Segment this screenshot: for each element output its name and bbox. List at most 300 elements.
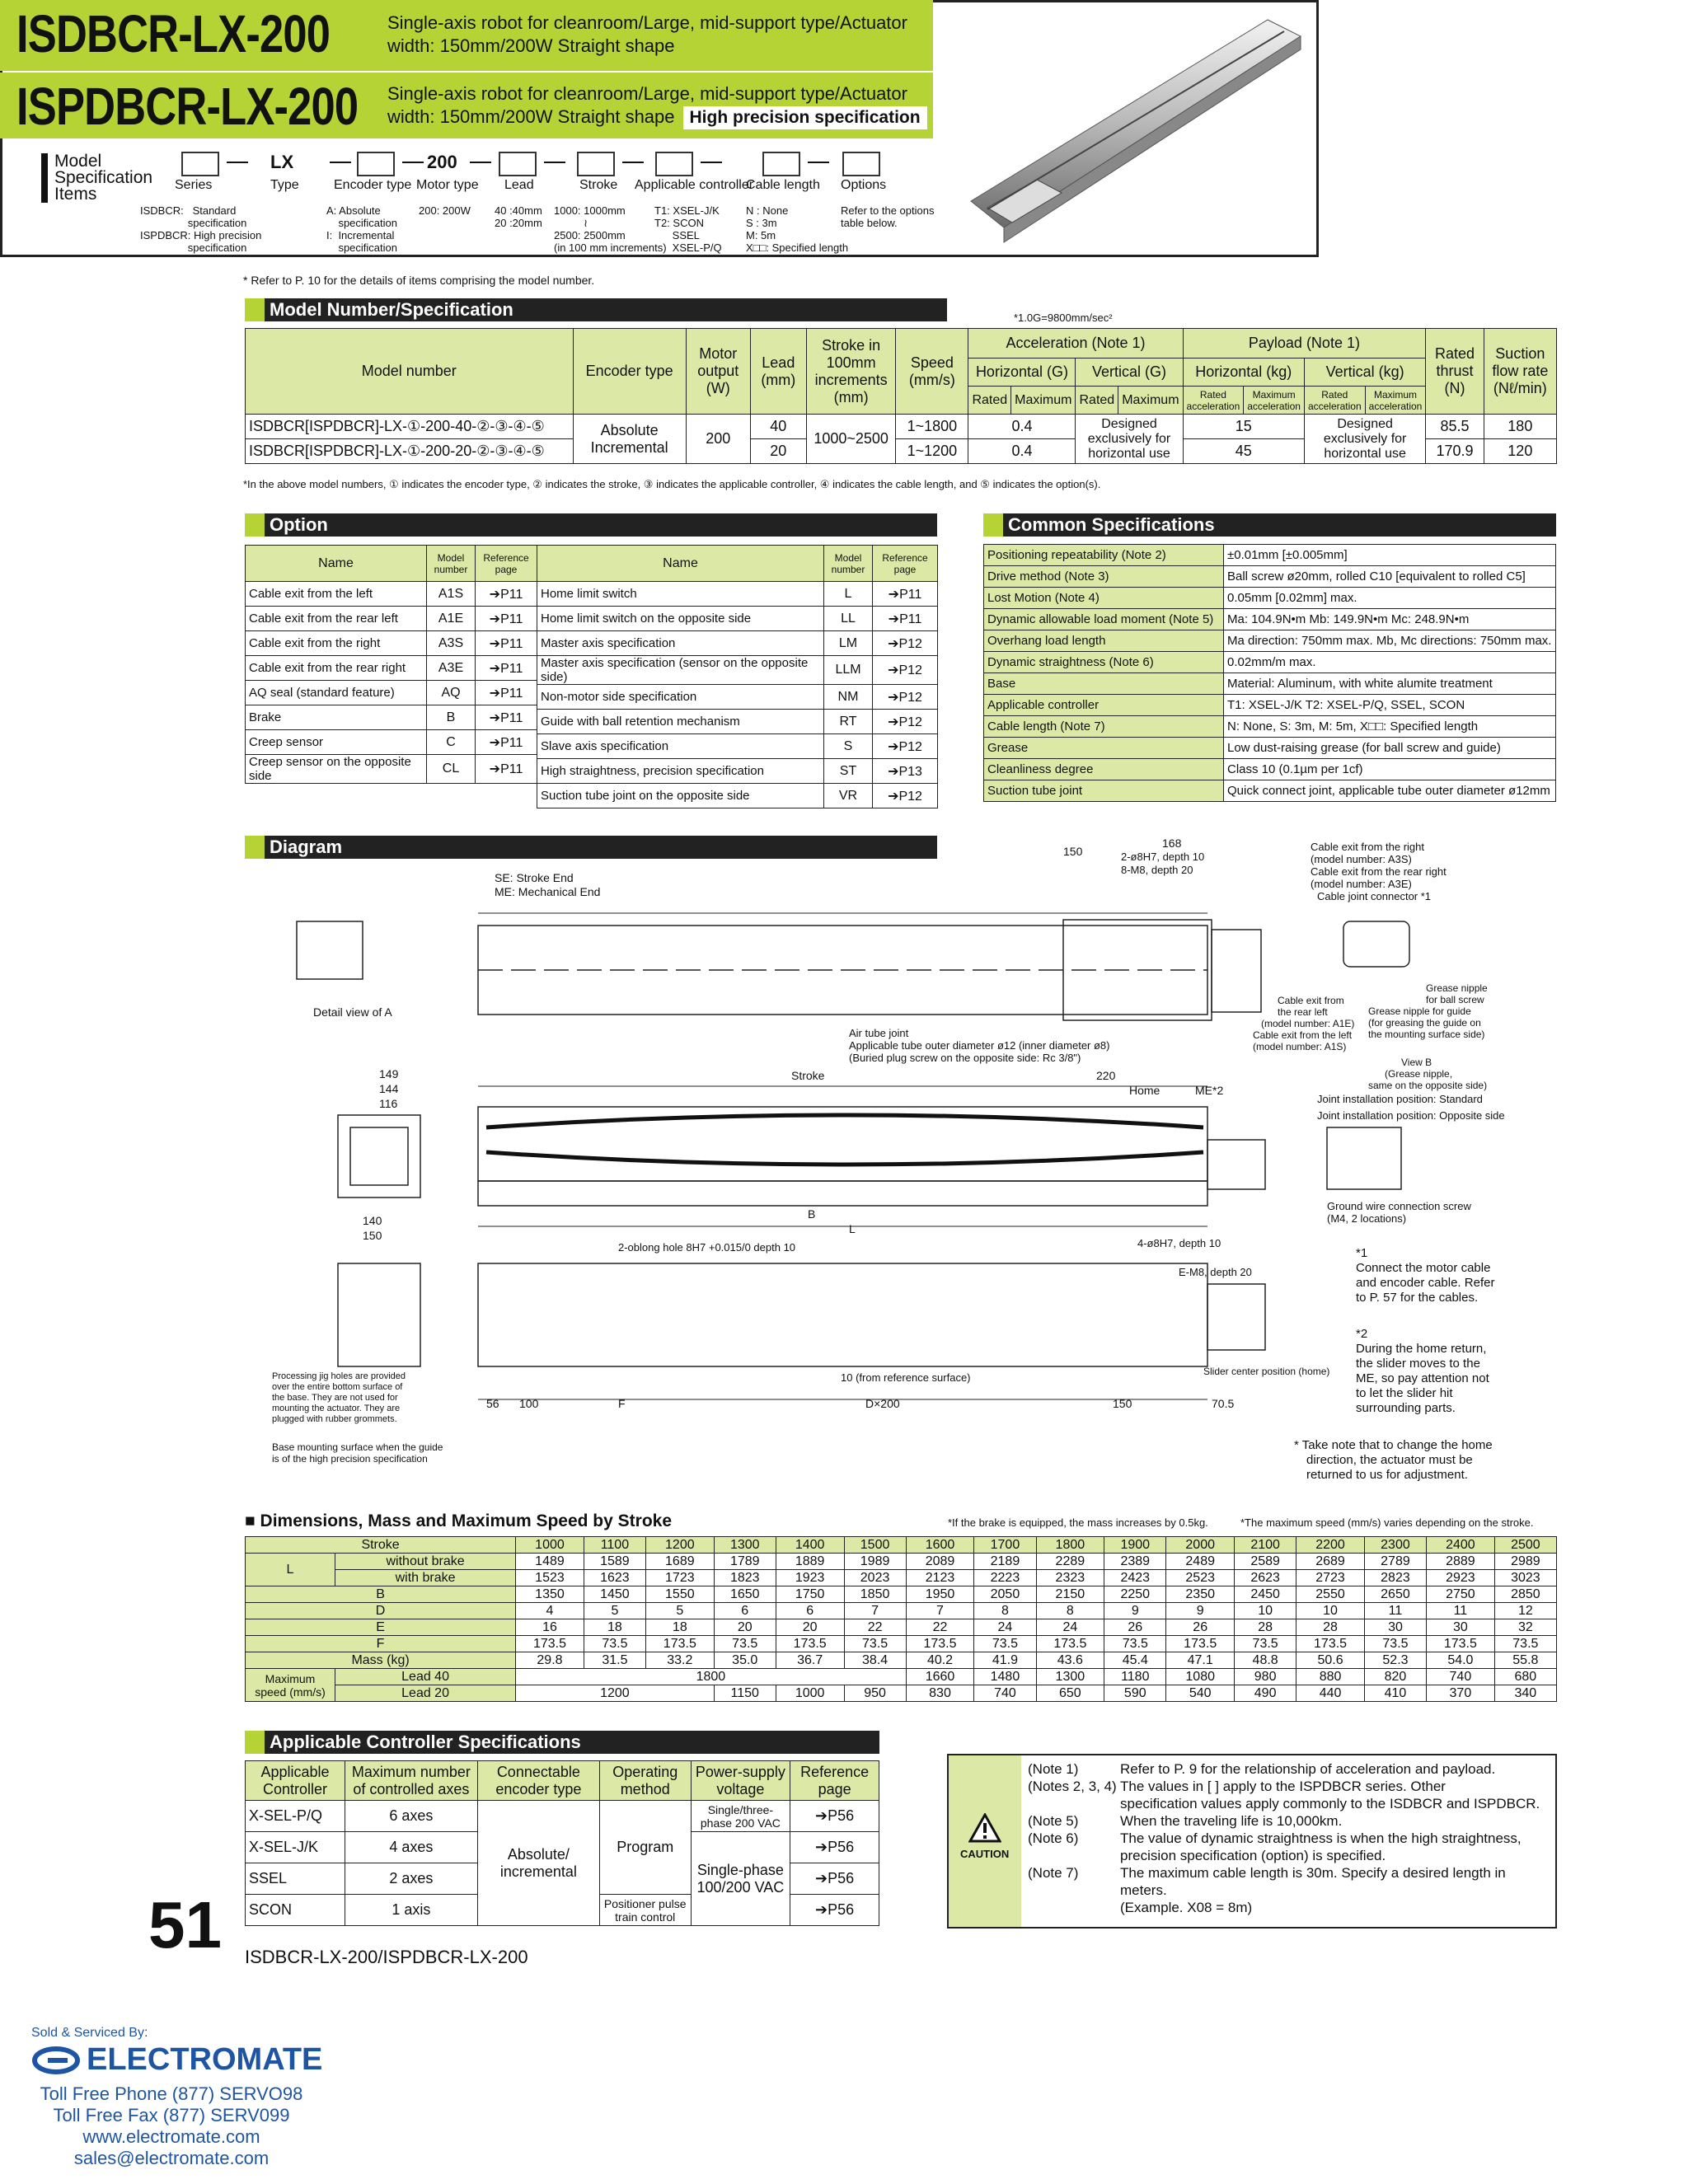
header-band-precision [0, 73, 933, 138]
d-row-cell: 5 [584, 1603, 645, 1619]
separator [330, 162, 351, 163]
e-row-cell: 18 [584, 1619, 645, 1636]
ctrl-voltage-1ph: Single-phase 100/200 VAC [691, 1832, 790, 1926]
option-ref: ➔P11 [873, 607, 938, 631]
mass-row-cell: 40.2 [906, 1652, 974, 1669]
f-row-cell: 73.5 [1494, 1636, 1556, 1652]
option-code: A3S [427, 631, 476, 656]
l-without-row [246, 1554, 1557, 1570]
option-row [537, 759, 938, 784]
holes-2-label: 2-ø8H7, depth 10 [1121, 851, 1205, 863]
lead20-cell: 650 [1036, 1685, 1104, 1702]
option-name: Master axis specification (sensor on the opposite side) [537, 656, 824, 685]
separator [701, 162, 722, 163]
b-row-cell: 1650 [714, 1586, 776, 1603]
option-name: Brake [246, 705, 427, 730]
option-ref: ➔P11 [873, 582, 938, 607]
dimension-drawing [272, 831, 1566, 1482]
cable-rear-left-label: Cable exit from the rear left (model number: A1E) Cable exit from the left (model number: A1S) [1253, 995, 1355, 1052]
option-ref: ➔P12 [873, 656, 938, 685]
caution-note [1028, 1778, 1555, 1812]
contact-email[interactable]: sales@electromate.com [73, 2148, 270, 2168]
dim-150b: 150 [363, 1229, 382, 1242]
f-row-cell: 173.5 [1036, 1636, 1104, 1652]
l-without-row-cell: 2789 [1364, 1554, 1426, 1570]
l-with-row-cell: 2423 [1104, 1570, 1166, 1586]
lead40-cell: 1480 [974, 1669, 1036, 1685]
spec-value: 0.02mm/m max. [1224, 652, 1556, 673]
option-code: LLM [824, 656, 873, 685]
mass-row-cell: 35.0 [714, 1652, 776, 1669]
caution-note [1028, 1830, 1555, 1864]
common-spec-row [984, 738, 1556, 759]
note-number: (Note 5) [1028, 1813, 1079, 1829]
d-row-cell: 8 [1036, 1603, 1104, 1619]
option-code: LM [824, 631, 873, 656]
thrust-val: 170.9 [1426, 439, 1484, 464]
common-spec-row [984, 630, 1556, 652]
stroke-row-cell: 1700 [974, 1537, 1036, 1554]
option-name: Cable exit from the rear right [246, 656, 427, 681]
model-footnote: *In the above model numbers, ① indicates the encoder type, ② indicates the stroke, ③ indicates the applicable controller, ④ indicates the cable length, and ⑤ indicates the option(s). [243, 478, 1101, 490]
th-ref: Reference page [790, 1761, 879, 1801]
common-spec-row [984, 673, 1556, 695]
stroke-label: Stroke [246, 1537, 516, 1554]
option-row [246, 755, 537, 784]
page-number: 51 [148, 1888, 222, 1961]
base-mount-note: Base mounting surface when the guide is of the high precision specification [272, 1441, 443, 1465]
lead20-cell: 490 [1235, 1685, 1296, 1702]
l-without-row-cell: 1689 [645, 1554, 714, 1570]
spec-value: Low dust-raising grease (for ball screw and guide) [1224, 738, 1556, 759]
f-row-cell: 73.5 [974, 1636, 1036, 1652]
l-without-row-cell: 1989 [844, 1554, 906, 1570]
option-ref: ➔P11 [476, 607, 537, 631]
th-max: Maximum [1011, 387, 1076, 415]
l-with-row [246, 1570, 1557, 1586]
e-row-cell: 22 [906, 1619, 974, 1636]
air-tube-label: Air tube joint Applicable tube outer diameter ø12 (inner diameter ø8) (Buried plug screw on the opposite side: Rc 3/8") [849, 1027, 1110, 1064]
stroke-row [246, 1537, 1557, 1554]
f-row-cell: 73.5 [714, 1636, 776, 1652]
col-controller: Applicable controller [635, 178, 754, 192]
common-spec-row [984, 759, 1556, 780]
f-row-cell: 73.5 [1364, 1636, 1426, 1652]
l-with-row-cell: 2023 [844, 1570, 906, 1586]
d-row-cell: 10 [1296, 1603, 1365, 1619]
th-speed: Speed (mm/s) [896, 329, 968, 415]
joint-std-label: Joint installation position: Standard [1317, 1093, 1483, 1105]
d-row-cell: 4 [516, 1603, 584, 1619]
header-band-standard [0, 0, 933, 71]
section-model-spec: Model Number/Specification [245, 298, 947, 321]
f-row-cell: 73.5 [1104, 1636, 1166, 1652]
ctrl-ref: ➔P56 [790, 1832, 879, 1863]
payload-h-val: 45 [1183, 439, 1304, 464]
option-code: L [824, 582, 873, 607]
horiz-g-val: 0.4 [968, 439, 1076, 464]
holes-4-label: 4-ø8H7, depth 10 [1137, 1237, 1221, 1249]
horiz-g-val: 0.4 [968, 415, 1076, 439]
option-row [537, 685, 938, 710]
ctrl-axes: 1 axis [345, 1895, 477, 1926]
dim-100: 100 [519, 1397, 539, 1410]
contact-info [40, 2083, 303, 2169]
col-type: Type [270, 178, 299, 192]
dims-note-speed: *The maximum speed (mm/s) varies depending on the stroke. [1240, 1516, 1534, 1529]
th-rated: Rated [1076, 387, 1118, 415]
stroke-row-cell: 1200 [645, 1537, 714, 1554]
se-me-label: SE: Stroke End ME: Mechanical End [495, 871, 601, 898]
option-name: Home limit switch [537, 582, 824, 607]
lead20-cell: 1000 [776, 1685, 844, 1702]
motor-val: 200 [686, 415, 750, 464]
e-row-cell: 20 [776, 1619, 844, 1636]
lead-val: 40 [750, 415, 806, 439]
desc-line: width: 150mm/200W Straight shape [387, 35, 675, 56]
f-row-cell: 173.5 [645, 1636, 714, 1652]
option-table-right [537, 545, 938, 808]
option-code: VR [824, 784, 873, 808]
side-view-body [478, 1107, 1207, 1181]
option-name: Creep sensor [246, 730, 427, 755]
detail-a-label: Detail view of A [313, 1005, 392, 1019]
caution-note [1028, 1864, 1555, 1916]
lead40-cell: 820 [1364, 1669, 1426, 1685]
caution-side [949, 1755, 1021, 1927]
lead20-cell: 830 [906, 1685, 974, 1702]
refer-note: * Refer to P. 10 for the details of items comprising the model number. [243, 274, 595, 287]
mass-row-cell: 31.5 [584, 1652, 645, 1669]
detail-cable: N : None S : 3m M: 5m X□□: Specified length [746, 204, 849, 254]
option-row [537, 734, 938, 759]
stroke-row-cell: 1300 [714, 1537, 776, 1554]
option-name: Home limit switch on the opposite side [537, 607, 824, 631]
stroke-dim: Stroke [791, 1069, 825, 1082]
separator [227, 162, 248, 163]
speed-val: 1~1800 [896, 415, 968, 439]
e-row-cell: 28 [1296, 1619, 1365, 1636]
spec-value: Ma: 104.9N•m Mb: 149.9N•m Mc: 248.9N•m [1224, 609, 1556, 630]
col-cable: Cable length [746, 178, 820, 192]
mass-row-cell: 52.3 [1364, 1652, 1426, 1669]
mass-row-cell: 38.4 [844, 1652, 906, 1669]
lead20-merged: 1200 [516, 1685, 715, 1702]
e-row-cell: 30 [1364, 1619, 1426, 1636]
option-ref: ➔P12 [873, 784, 938, 808]
contact-web[interactable]: www.electromate.com [82, 2126, 260, 2147]
separator [544, 162, 565, 163]
side-motor [1207, 1140, 1265, 1189]
caution-box [947, 1754, 1557, 1929]
dim-f: F [618, 1397, 626, 1410]
option-row [246, 582, 537, 607]
common-spec-row [984, 780, 1556, 802]
controller-box [655, 152, 693, 176]
f-row-cell: 73.5 [844, 1636, 906, 1652]
detail-lead: 40 :40mm 20 :20mm [495, 204, 542, 229]
model-row-1: ISDBCR[ISPDBCR]-LX-①-200-40-②-③-④-⑤ [246, 415, 574, 439]
l-without-row-cell: 2289 [1036, 1554, 1104, 1570]
th-motor: Motor output (W) [686, 329, 750, 415]
payload-v-val: Designed exclusively for horizontal use [1304, 415, 1425, 464]
option-code: NM [824, 685, 873, 710]
desc-line: Single-axis robot for cleanroom/Large, mid-support type/Actuator [387, 83, 907, 104]
l-with-row-cell: 2623 [1235, 1570, 1296, 1586]
option-name: Creep sensor on the opposite side [246, 755, 427, 784]
separator [402, 162, 424, 163]
spec-value: Material: Aluminum, with white alumite treatment [1224, 673, 1556, 695]
spec-value: Class 10 (0.1µm per 1cf) [1224, 759, 1556, 780]
d-row-cell: 7 [844, 1603, 906, 1619]
cable-right-label: Cable exit from the right (model number: A3S) Cable exit from the rear right (model number: A3E) Cable joint connector *1 [1311, 841, 1447, 902]
l-without-row-cell: 2189 [974, 1554, 1036, 1570]
dim-b: B [808, 1207, 816, 1221]
option-ref: ➔P11 [476, 582, 537, 607]
d-row-cell: 11 [1427, 1603, 1495, 1619]
spec-key: Suction tube joint [984, 780, 1224, 802]
l-without-row-cell: 1589 [584, 1554, 645, 1570]
section-diagram: Diagram [245, 836, 937, 859]
payload-h-val: 15 [1183, 415, 1304, 439]
page-title: ISDBCR-LX-200/ISPDBCR-LX-200 [245, 1947, 528, 1967]
common-spec-row [984, 695, 1556, 716]
lead40-cell: 740 [1427, 1669, 1495, 1685]
ref-10-label: 10 (from reference surface) [841, 1371, 971, 1384]
l-with-row-cell: 1723 [645, 1570, 714, 1586]
spec-value: N: None, S: 3m, M: 5m, X□□: Specified length [1224, 716, 1556, 738]
option-ref: ➔P11 [476, 656, 537, 681]
model-desc-standard [387, 12, 907, 58]
th-horizontal-kg: Horizontal (kg) [1183, 359, 1304, 387]
spec-key: Dynamic straightness (Note 6) [984, 652, 1224, 673]
option-row [537, 656, 938, 685]
option-code: CL [427, 755, 476, 784]
stroke-box [577, 152, 615, 176]
lead20-cell: 740 [974, 1685, 1036, 1702]
model-desc-precision [387, 82, 927, 129]
d-label: D [246, 1603, 516, 1619]
joint-view [1327, 1127, 1401, 1189]
th-thrust: Rated thrust (N) [1426, 329, 1484, 415]
lead40-cell: 880 [1296, 1669, 1365, 1685]
common-spec-table [983, 544, 1556, 802]
ctrl-ref: ➔P56 [790, 1801, 879, 1832]
l-without-row-cell: 1889 [776, 1554, 844, 1570]
model-spec-label: Model Specification Items [41, 153, 152, 203]
option-ref: ➔P13 [873, 759, 938, 784]
th-vertical-kg: Vertical (kg) [1304, 359, 1425, 387]
option-code: C [427, 730, 476, 755]
dim-140: 140 [363, 1214, 382, 1227]
view-b-label: View B (Grease nipple, same on the opposite side) [1368, 1057, 1488, 1091]
joint-opp-label: Joint installation position: Opposite side [1317, 1109, 1505, 1122]
spec-value: Ma direction: 750mm max. Mb, Mc directions: 750mm max. [1224, 630, 1556, 652]
b-row-cell: 1450 [584, 1586, 645, 1603]
mass-row-cell: 33.2 [645, 1652, 714, 1669]
note-text: The values in [ ] apply to the ISPDBCR series. Other specification values apply commonly to the ISDBCR and ISPDBCR. [1120, 1779, 1540, 1811]
l-without-row-cell: 2489 [1166, 1554, 1235, 1570]
option-code: A1S [427, 582, 476, 607]
ctrl-axes: 6 axes [345, 1801, 477, 1832]
spec-value: ±0.01mm [±0.005mm] [1224, 545, 1556, 566]
f-row [246, 1636, 1557, 1652]
l-with-row-cell: 3023 [1494, 1570, 1556, 1586]
ctrl-encoder: Absolute/ incremental [477, 1801, 599, 1926]
dim-144: 144 [379, 1082, 399, 1095]
l-with-row-cell: 1823 [714, 1570, 776, 1586]
th-vertical-g: Vertical (G) [1076, 359, 1183, 387]
dim-149: 149 [379, 1067, 399, 1080]
home-label: Home [1129, 1084, 1160, 1097]
slider-center-label: Slider center position (home) [1203, 1366, 1330, 1377]
stroke-row-cell: 1600 [906, 1537, 974, 1554]
speed-val: 1~1200 [896, 439, 968, 464]
e-row-cell: 26 [1166, 1619, 1235, 1636]
l-with-row-cell: 2223 [974, 1570, 1036, 1586]
detail-options: Refer to the options table below. [841, 204, 935, 229]
section-controller: Applicable Controller Specifications [245, 1731, 879, 1754]
ctrl-name: X-SEL-J/K [246, 1832, 345, 1863]
ctrl-voltage-3ph: Single/three- phase 200 VAC [691, 1801, 790, 1832]
detail-series: ISDBCR: Standard specification ISPDBCR: High precision specification [140, 204, 262, 254]
note-text: The value of dynamic straightness is when the high straightness, precision specification (option) is specified. [1120, 1830, 1522, 1863]
th-name: Name [246, 546, 427, 582]
dims-note-brake: *If the brake is equipped, the mass increases by 0.5kg. [948, 1516, 1208, 1529]
f-row-cell: 73.5 [1235, 1636, 1296, 1652]
option-row [246, 730, 537, 755]
vert-g-val: Designed exclusively for horizontal use [1076, 415, 1183, 464]
stroke-val: 1000~2500 [806, 415, 896, 464]
b-row-cell: 2350 [1166, 1586, 1235, 1603]
b-row-cell: 2250 [1104, 1586, 1166, 1603]
th-max-acc: Maximum acceleration [1365, 387, 1426, 415]
section-option: Option [245, 513, 937, 537]
l-without-row-cell: 1789 [714, 1554, 776, 1570]
option-code: S [824, 734, 873, 759]
e-row-cell: 22 [844, 1619, 906, 1636]
d-row-cell: 5 [645, 1603, 714, 1619]
option-ref: ➔P11 [476, 631, 537, 656]
suction-val: 180 [1484, 415, 1556, 439]
option-row [246, 681, 537, 705]
l-without-row-cell: 2389 [1104, 1554, 1166, 1570]
model-title-precision: ISPDBCR-LX-200 [16, 77, 359, 136]
th-name: Name [537, 546, 824, 582]
th-accel: Acceleration (Note 1) [968, 329, 1183, 359]
electromate-logo-icon [31, 2044, 81, 2077]
th-stroke: Stroke in 100mm increments (mm) [806, 329, 896, 415]
encoder-val: Absolute Incremental [573, 415, 686, 464]
lead20-cell: 950 [844, 1685, 906, 1702]
option-code: AQ [427, 681, 476, 705]
spec-key: Base [984, 673, 1224, 695]
e-label: E [246, 1619, 516, 1636]
b-row-cell: 2750 [1427, 1586, 1495, 1603]
col-lead: Lead [504, 178, 534, 192]
th-power: Power-supply voltage [691, 1761, 790, 1801]
th-operating: Operating method [599, 1761, 691, 1801]
b-row-cell: 1950 [906, 1586, 974, 1603]
mass-row [246, 1652, 1557, 1669]
e-row-cell: 16 [516, 1619, 584, 1636]
contact-phone: Toll Free Phone (877) SERVO98 [40, 2083, 303, 2104]
d-row [246, 1603, 1557, 1619]
lead20-cell: 410 [1364, 1685, 1426, 1702]
lead20-cell: 440 [1296, 1685, 1365, 1702]
ctrl-program: Program [599, 1801, 691, 1895]
col-encoder: Encoder type [334, 178, 412, 192]
common-spec-row [984, 652, 1556, 673]
th-rated: Rated [968, 387, 1011, 415]
spec-value: Quick connect joint, applicable tube outer diameter ø12mm [1224, 780, 1556, 802]
e-row-cell: 30 [1427, 1619, 1495, 1636]
option-code: B [427, 705, 476, 730]
option-ref: ➔P11 [476, 681, 537, 705]
spec-key: Dynamic allowable load moment (Note 5) [984, 609, 1224, 630]
section-common-spec: Common Specifications [983, 513, 1556, 537]
th-model-number: Model number [427, 546, 476, 582]
oblong-hole-label: 2-oblong hole 8H7 +0.015/0 depth 10 [618, 1241, 796, 1254]
option-row [246, 631, 537, 656]
ctrl-ref: ➔P56 [790, 1863, 879, 1895]
e-row-cell: 24 [1036, 1619, 1104, 1636]
lead40-label: Lead 40 [335, 1669, 516, 1685]
l-without-row-cell: 2889 [1427, 1554, 1495, 1570]
col-series: Series [175, 178, 213, 192]
mass-row-cell: 54.0 [1427, 1652, 1495, 1669]
f-row-cell: 173.5 [1166, 1636, 1235, 1652]
lead40-cell: 980 [1235, 1669, 1296, 1685]
mass-row-cell: 43.6 [1036, 1652, 1104, 1669]
lead20-cell: 540 [1166, 1685, 1235, 1702]
caution-label: CAUTION [960, 1848, 1010, 1860]
electromate-brand: ELECTROMATE [87, 2042, 323, 2077]
dims-table [245, 1536, 1557, 1702]
option-ref: ➔P11 [476, 705, 537, 730]
option-row [537, 582, 938, 607]
option-ref: ➔P12 [873, 631, 938, 656]
lead20-row [246, 1685, 1557, 1702]
spec-value: 0.05mm [0.02mm] max. [1224, 588, 1556, 609]
l-with-row-cell: 2823 [1364, 1570, 1426, 1586]
option-row [537, 607, 938, 631]
l-without-row-cell: 2089 [906, 1554, 974, 1570]
option-name: AQ seal (standard feature) [246, 681, 427, 705]
lead20-cell: 370 [1427, 1685, 1495, 1702]
dim-150: 150 [1063, 845, 1083, 858]
l-with-row-cell: 2523 [1166, 1570, 1235, 1586]
f-row-cell: 173.5 [1296, 1636, 1365, 1652]
common-spec-row [984, 588, 1556, 609]
option-row [537, 710, 938, 734]
f-row-cell: 173.5 [776, 1636, 844, 1652]
l-without-row-cell: 1489 [516, 1554, 584, 1570]
mass-row-cell: 45.4 [1104, 1652, 1166, 1669]
b-row-cell: 2450 [1235, 1586, 1296, 1603]
option-code: ST [824, 759, 873, 784]
lead40-cell: 1080 [1166, 1669, 1235, 1685]
f-row-cell: 73.5 [584, 1636, 645, 1652]
option-code: A1E [427, 607, 476, 631]
th-controller: Applicable Controller [246, 1761, 345, 1801]
lead20-label: Lead 20 [335, 1685, 516, 1702]
bottom-end-view [338, 1263, 420, 1366]
b-row [246, 1586, 1557, 1603]
d-row-cell: 9 [1104, 1603, 1166, 1619]
dim-168: 168 [1162, 837, 1182, 850]
header-box [0, 0, 1319, 257]
